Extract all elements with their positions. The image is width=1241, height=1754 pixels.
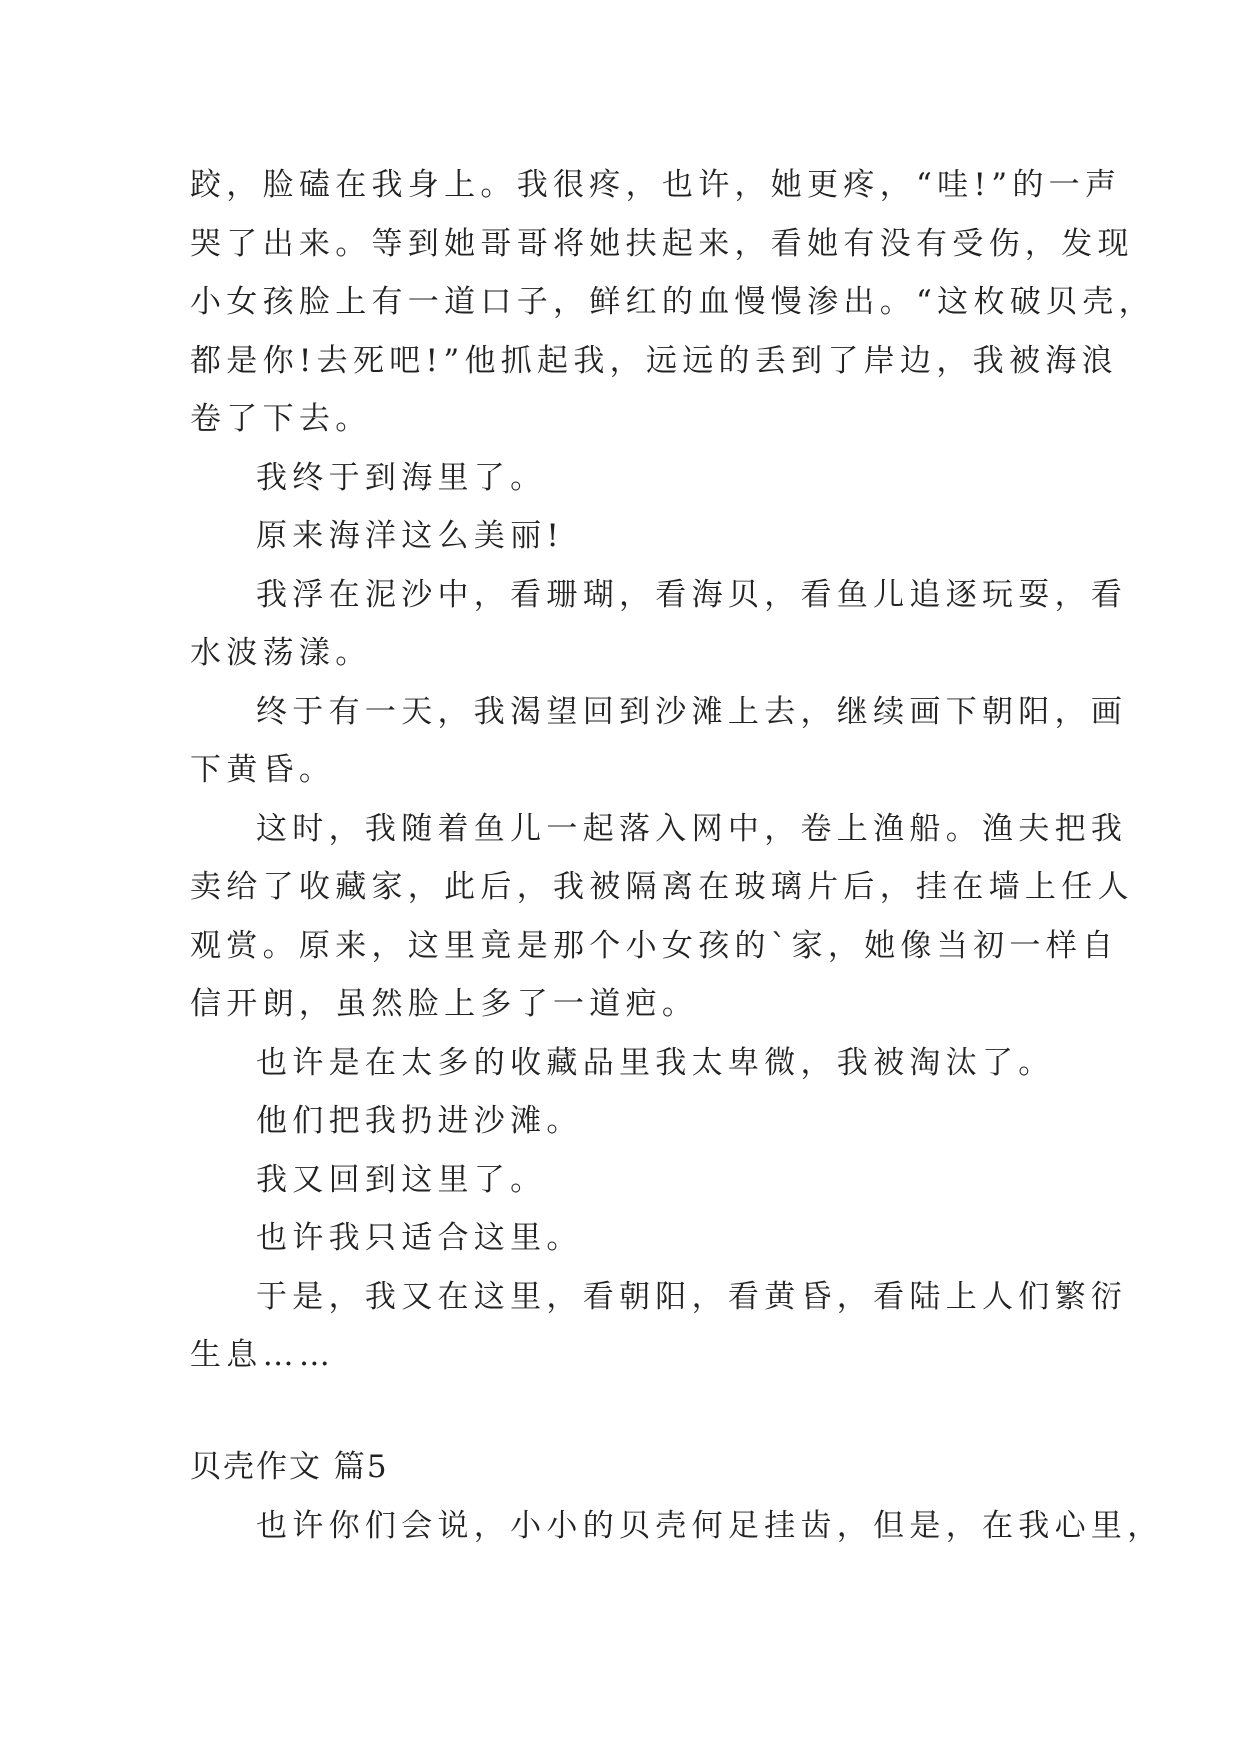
text-line: 观赏。原来，这里竟是那个小女孩的`家，她像当初一样自 xyxy=(190,928,1119,964)
text-line: 生息…… xyxy=(190,1337,336,1373)
text-line: 哭了出来。等到她哥哥将她扶起来，看她有没有受伤，发现 xyxy=(190,226,1134,262)
text-line: 信开朗，虽然脸上多了一道疤。 xyxy=(190,986,699,1022)
paragraph-line: 这时，我随着鱼儿一起落入网中，卷上渔船。渔夫把我 xyxy=(256,811,1128,847)
paragraph-line: 也许是在太多的收藏品里我太卑微，我被淘汰了。 xyxy=(256,1045,1055,1081)
text-line: 卷了下去。 xyxy=(190,401,372,437)
text-line: 跤，脸磕在我身上。我很疼，也许，她更疼，“哇!”的一声 xyxy=(190,167,1122,203)
paragraph-line: 他们把我扔进沙滩。 xyxy=(256,1103,583,1139)
section-heading: 贝壳作文 篇5 xyxy=(190,1449,389,1485)
paragraph-line: 终于有一天，我渴望回到沙滩上去，继续画下朝阳，画 xyxy=(256,694,1128,730)
text-line: 卖给了收藏家，此后，我被隔离在玻璃片后，挂在墙上任人 xyxy=(190,869,1134,905)
text-line: 小女孩脸上有一道口子，鲜红的血慢慢渗出。“这枚破贝壳， xyxy=(190,284,1155,320)
paragraph-line: 于是，我又在这里，看朝阳，看黄昏，看陆上人们繁衍 xyxy=(256,1279,1128,1315)
paragraph-line: 我又回到这里了。 xyxy=(256,1162,547,1198)
paragraph-line: 我浮在泥沙中，看珊瑚，看海贝，看鱼儿追逐玩耍，看 xyxy=(256,577,1128,613)
paragraph-line: 原来海洋这么美丽! xyxy=(256,518,565,554)
text-line: 下黄昏。 xyxy=(190,752,336,788)
paragraph-line: 我终于到海里了。 xyxy=(256,460,547,496)
paragraph-line: 也许我只适合这里。 xyxy=(256,1220,583,1256)
paragraph-line: 也许你们会说，小小的贝壳何足挂齿，但是，在我心里， xyxy=(256,1508,1164,1544)
text-line: 都是你!去死吧!”他抓起我，远远的丢到了岸边，我被海浪 xyxy=(190,343,1118,379)
text-line: 水波荡漾。 xyxy=(190,635,372,671)
